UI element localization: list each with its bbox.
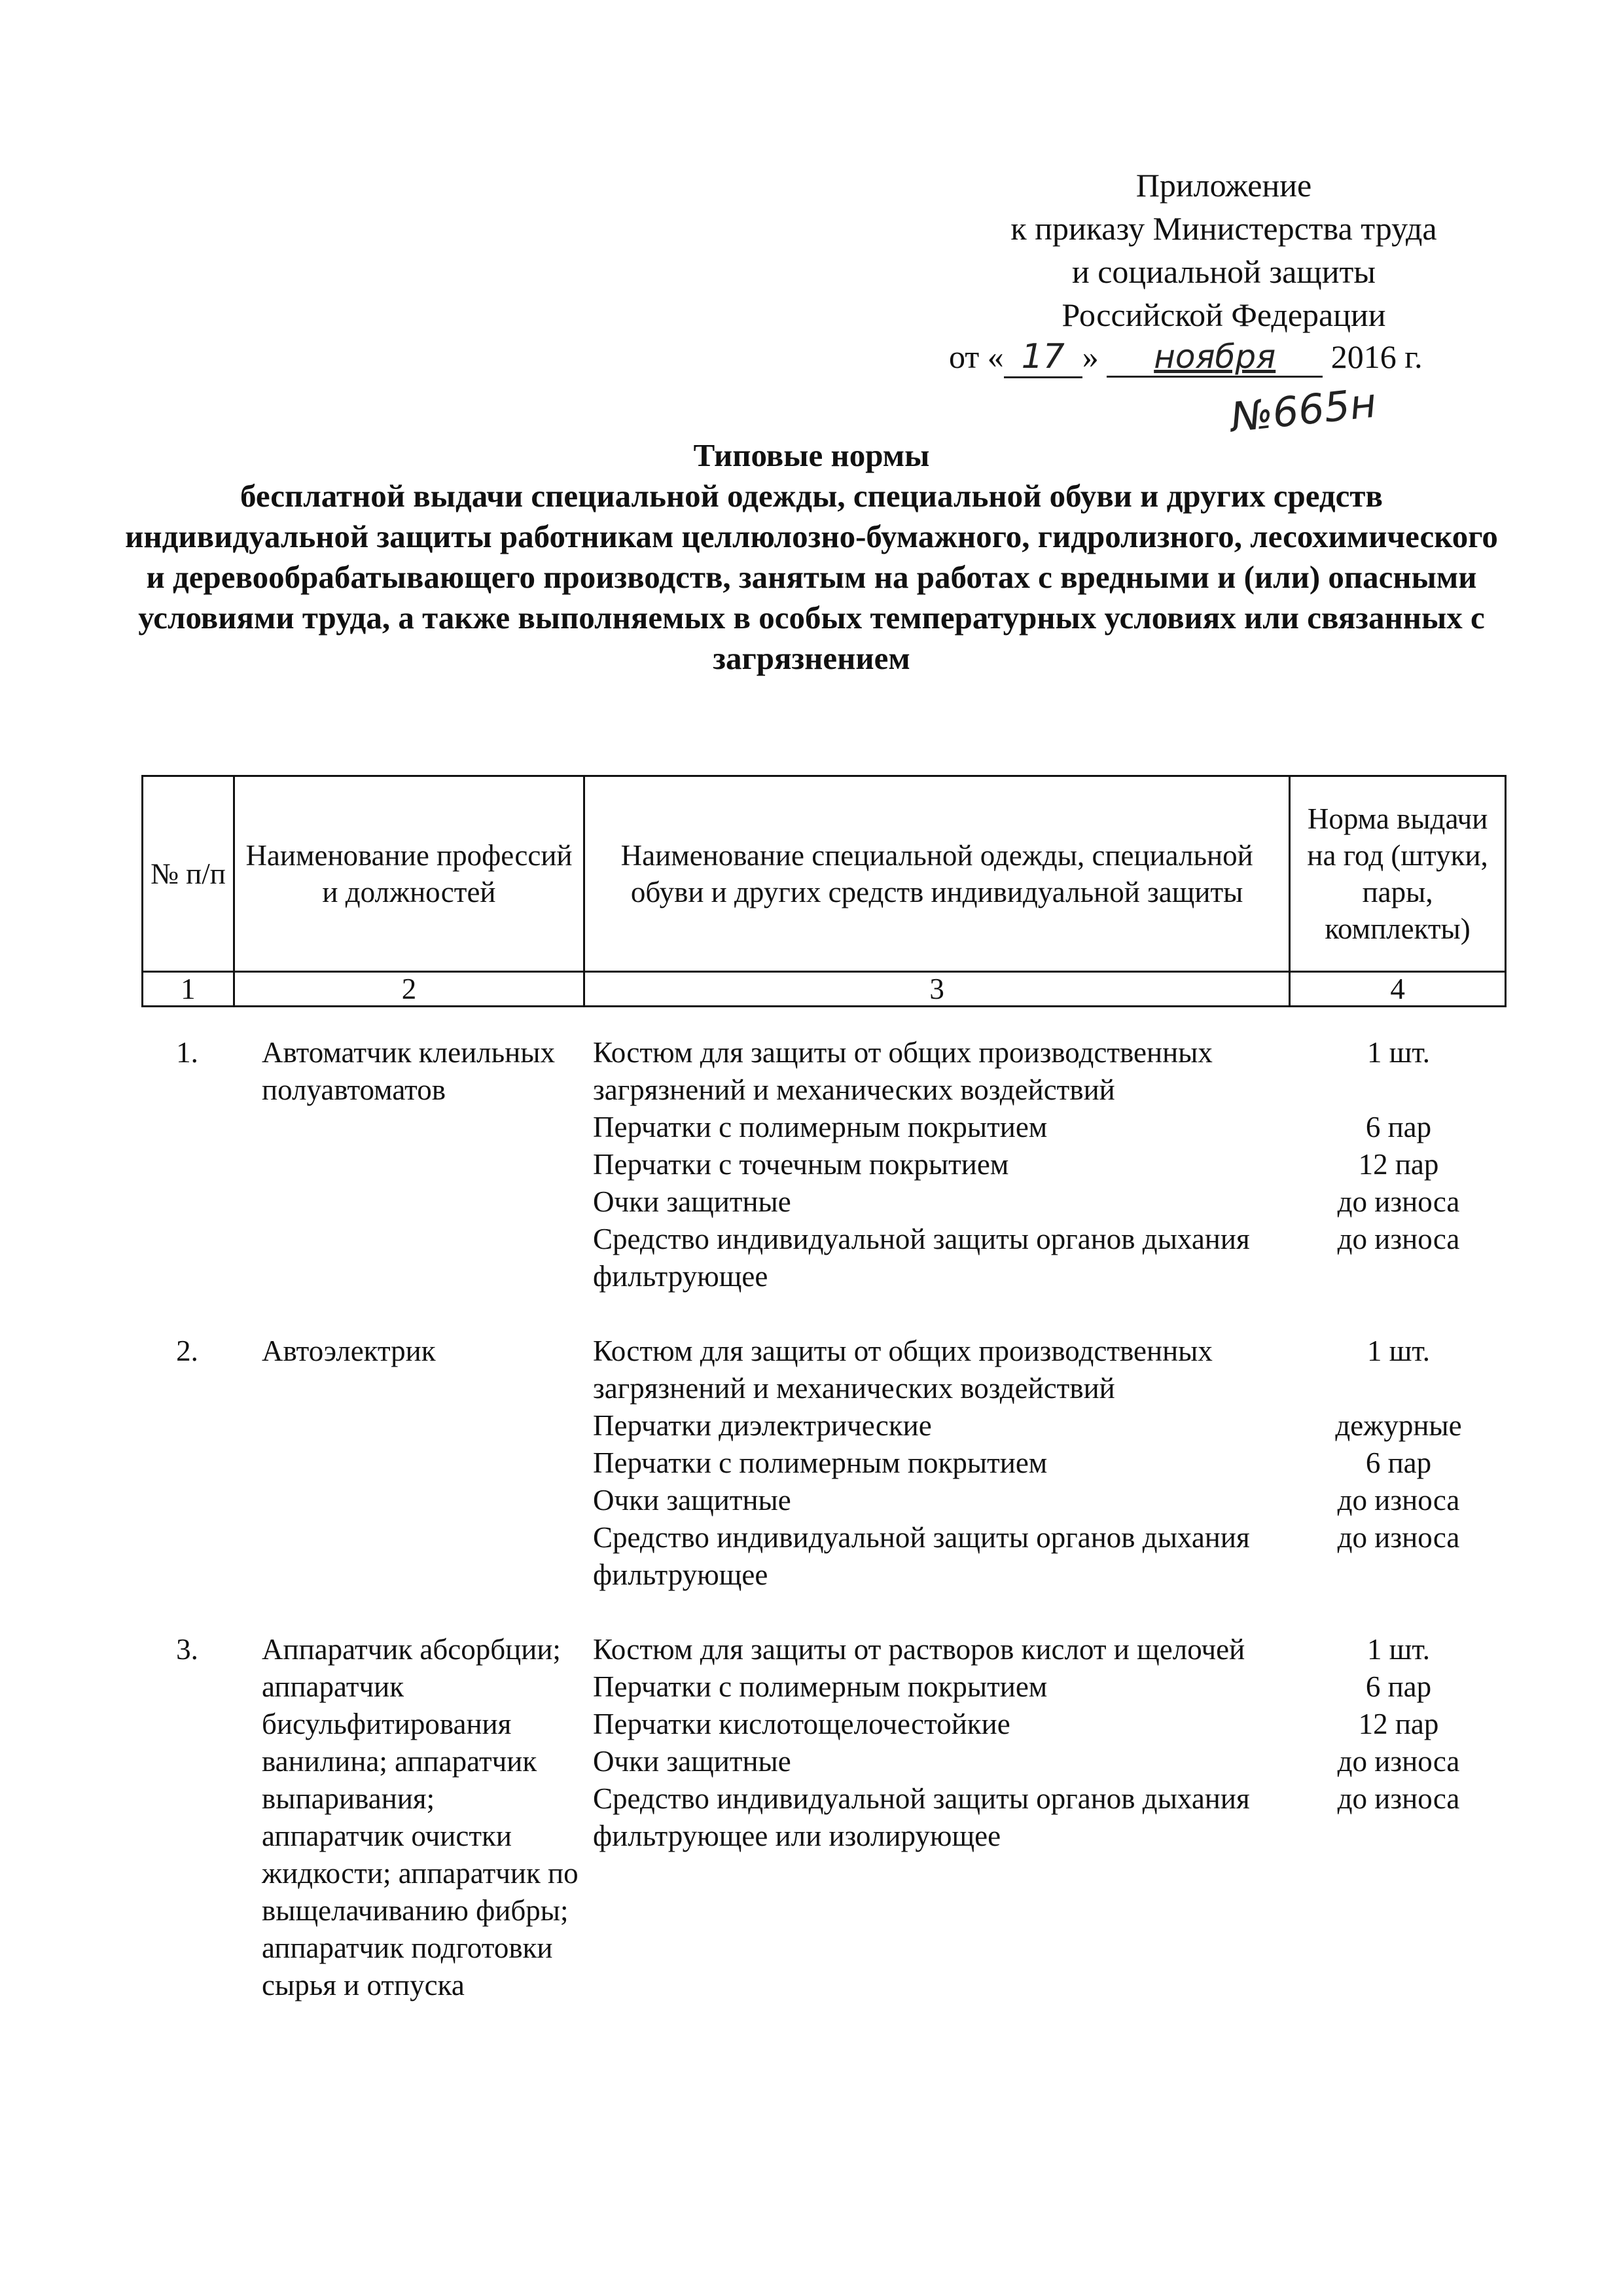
appendix-line-order: к приказу Министерства труда — [1010, 210, 1437, 247]
item-name: Средство индивидуальной защиты органов дыхания фильтрующее — [593, 1223, 1250, 1293]
item-name: Перчатки диэлектрические — [593, 1409, 932, 1442]
title-main: Типовые нормы — [693, 437, 930, 473]
appendix-line-federation: Российской Федерации — [1061, 296, 1386, 333]
title-subtitle: бесплатной выдачи специальной одежды, специальной обуви и других средств индивидуальной защиты работникам целлюлозно-бумажного, гидролизного, лесохимического и деревообрабатывающего производств, занятым на работах с вредными и (или) опасными условиями труда, а также выполняемых в особых температурных условиях или связанных с загрязнением — [125, 478, 1498, 676]
item-qty: 6 пар — [1365, 1446, 1432, 1479]
item-name: Перчатки с полимерным покрытием — [593, 1670, 1048, 1703]
item-name: Костюм для защиты от растворов кислот и щелочей — [593, 1633, 1245, 1666]
header-number: № п/п — [143, 776, 234, 972]
row-number: 2. — [176, 1335, 198, 1367]
item-name: Средство индивидуальной защиты органов дыхания фильтрующее — [593, 1521, 1250, 1591]
date-mid: » — [1082, 338, 1099, 375]
appendix-line-ministry: и социальной защиты — [1071, 253, 1376, 290]
item-name: Очки защитные — [593, 1185, 791, 1218]
header-num-2: 2 — [234, 972, 584, 1007]
appendix-block — [929, 164, 1518, 336]
list-item — [584, 1183, 1507, 1221]
list-item — [584, 1743, 1507, 1780]
list-item — [584, 1333, 1507, 1407]
header-num-4: 4 — [1290, 972, 1506, 1007]
header-profession: Наименование профессий и должностей — [234, 776, 584, 972]
item-qty: до износа — [1337, 1484, 1460, 1516]
item-name: Перчатки с точечным покрытием — [593, 1148, 1009, 1181]
list-item — [584, 1221, 1507, 1295]
list-item — [584, 1109, 1507, 1146]
appendix-title: Приложение — [1135, 167, 1312, 204]
list-item — [584, 1668, 1507, 1706]
header-equipment: Наименование специальной одежды, специальной обуви и других средств индивидуальной защиты — [584, 776, 1290, 972]
item-qty: 6 пар — [1365, 1111, 1432, 1143]
list-item — [584, 1444, 1507, 1482]
header-num-1: 1 — [143, 972, 234, 1007]
row-profession: Автоэлектрик — [262, 1335, 436, 1367]
header-num-3: 3 — [584, 972, 1290, 1007]
date-year: 2016 г. — [1330, 338, 1423, 375]
date-prefix: от « — [949, 338, 1004, 375]
row-profession: Автоматчик клеильных полуавтоматов — [262, 1036, 555, 1106]
item-qty: 12 пар — [1358, 1708, 1439, 1740]
date-day: 17 — [1004, 337, 1082, 378]
row-items — [584, 1631, 1507, 2004]
table-header — [141, 775, 1507, 1007]
item-name: Очки защитные — [593, 1484, 791, 1516]
item-qty: 12 пар — [1358, 1148, 1439, 1181]
document-title — [118, 435, 1505, 679]
table-row — [141, 1333, 1507, 1594]
item-qty: дежурные — [1335, 1409, 1462, 1442]
item-name: Очки защитные — [593, 1745, 791, 1778]
list-item — [584, 1706, 1507, 1743]
row-items — [584, 1333, 1507, 1594]
list-item — [584, 1034, 1507, 1109]
item-name: Костюм для защиты от общих производственных загрязнений и механических воздействий — [593, 1036, 1213, 1106]
item-qty: 1 шт. — [1367, 1633, 1430, 1666]
list-item — [584, 1780, 1507, 1855]
list-item — [584, 1631, 1507, 1668]
item-qty: до износа — [1337, 1223, 1460, 1255]
item-qty: до износа — [1337, 1185, 1460, 1218]
item-name: Костюм для защиты от общих производственных загрязнений и механических воздействий — [593, 1335, 1213, 1405]
item-name: Средство индивидуальной защиты органов дыхания фильтрующее или изолирующее — [593, 1782, 1250, 1852]
item-name: Перчатки кислотощелочестойкие — [593, 1708, 1010, 1740]
row-profession: Аппаратчик абсорбции; аппаратчик бисульфитирования ванилина; аппаратчик выпаривания; аппаратчик очистки жидкости; аппаратчик по выщелачиванию фибры; аппаратчик подготовки сырья и отпуска — [262, 1633, 579, 2001]
header-norm: Норма выдачи на год (штуки, пары, комплекты) — [1290, 776, 1506, 972]
date-month: ноября — [1107, 338, 1323, 378]
item-qty: 1 шт. — [1367, 1036, 1430, 1069]
row-items — [584, 1034, 1507, 1295]
list-item — [584, 1482, 1507, 1519]
table-row — [141, 1034, 1507, 1295]
item-qty: 1 шт. — [1367, 1335, 1430, 1367]
list-item — [584, 1146, 1507, 1183]
table-row — [141, 1631, 1507, 2004]
item-qty: до износа — [1337, 1745, 1460, 1778]
order-date — [949, 337, 1423, 378]
item-name: Перчатки с полимерным покрытием — [593, 1446, 1048, 1479]
item-qty: 6 пар — [1365, 1670, 1432, 1703]
item-qty: до износа — [1337, 1782, 1460, 1815]
item-name: Перчатки с полимерным покрытием — [593, 1111, 1048, 1143]
order-number: №665н — [1228, 378, 1379, 442]
row-number: 3. — [176, 1633, 198, 1666]
list-item — [584, 1407, 1507, 1444]
row-number: 1. — [176, 1036, 198, 1069]
item-qty: до износа — [1337, 1521, 1460, 1554]
norms-list — [141, 1034, 1507, 2041]
list-item — [584, 1519, 1507, 1594]
